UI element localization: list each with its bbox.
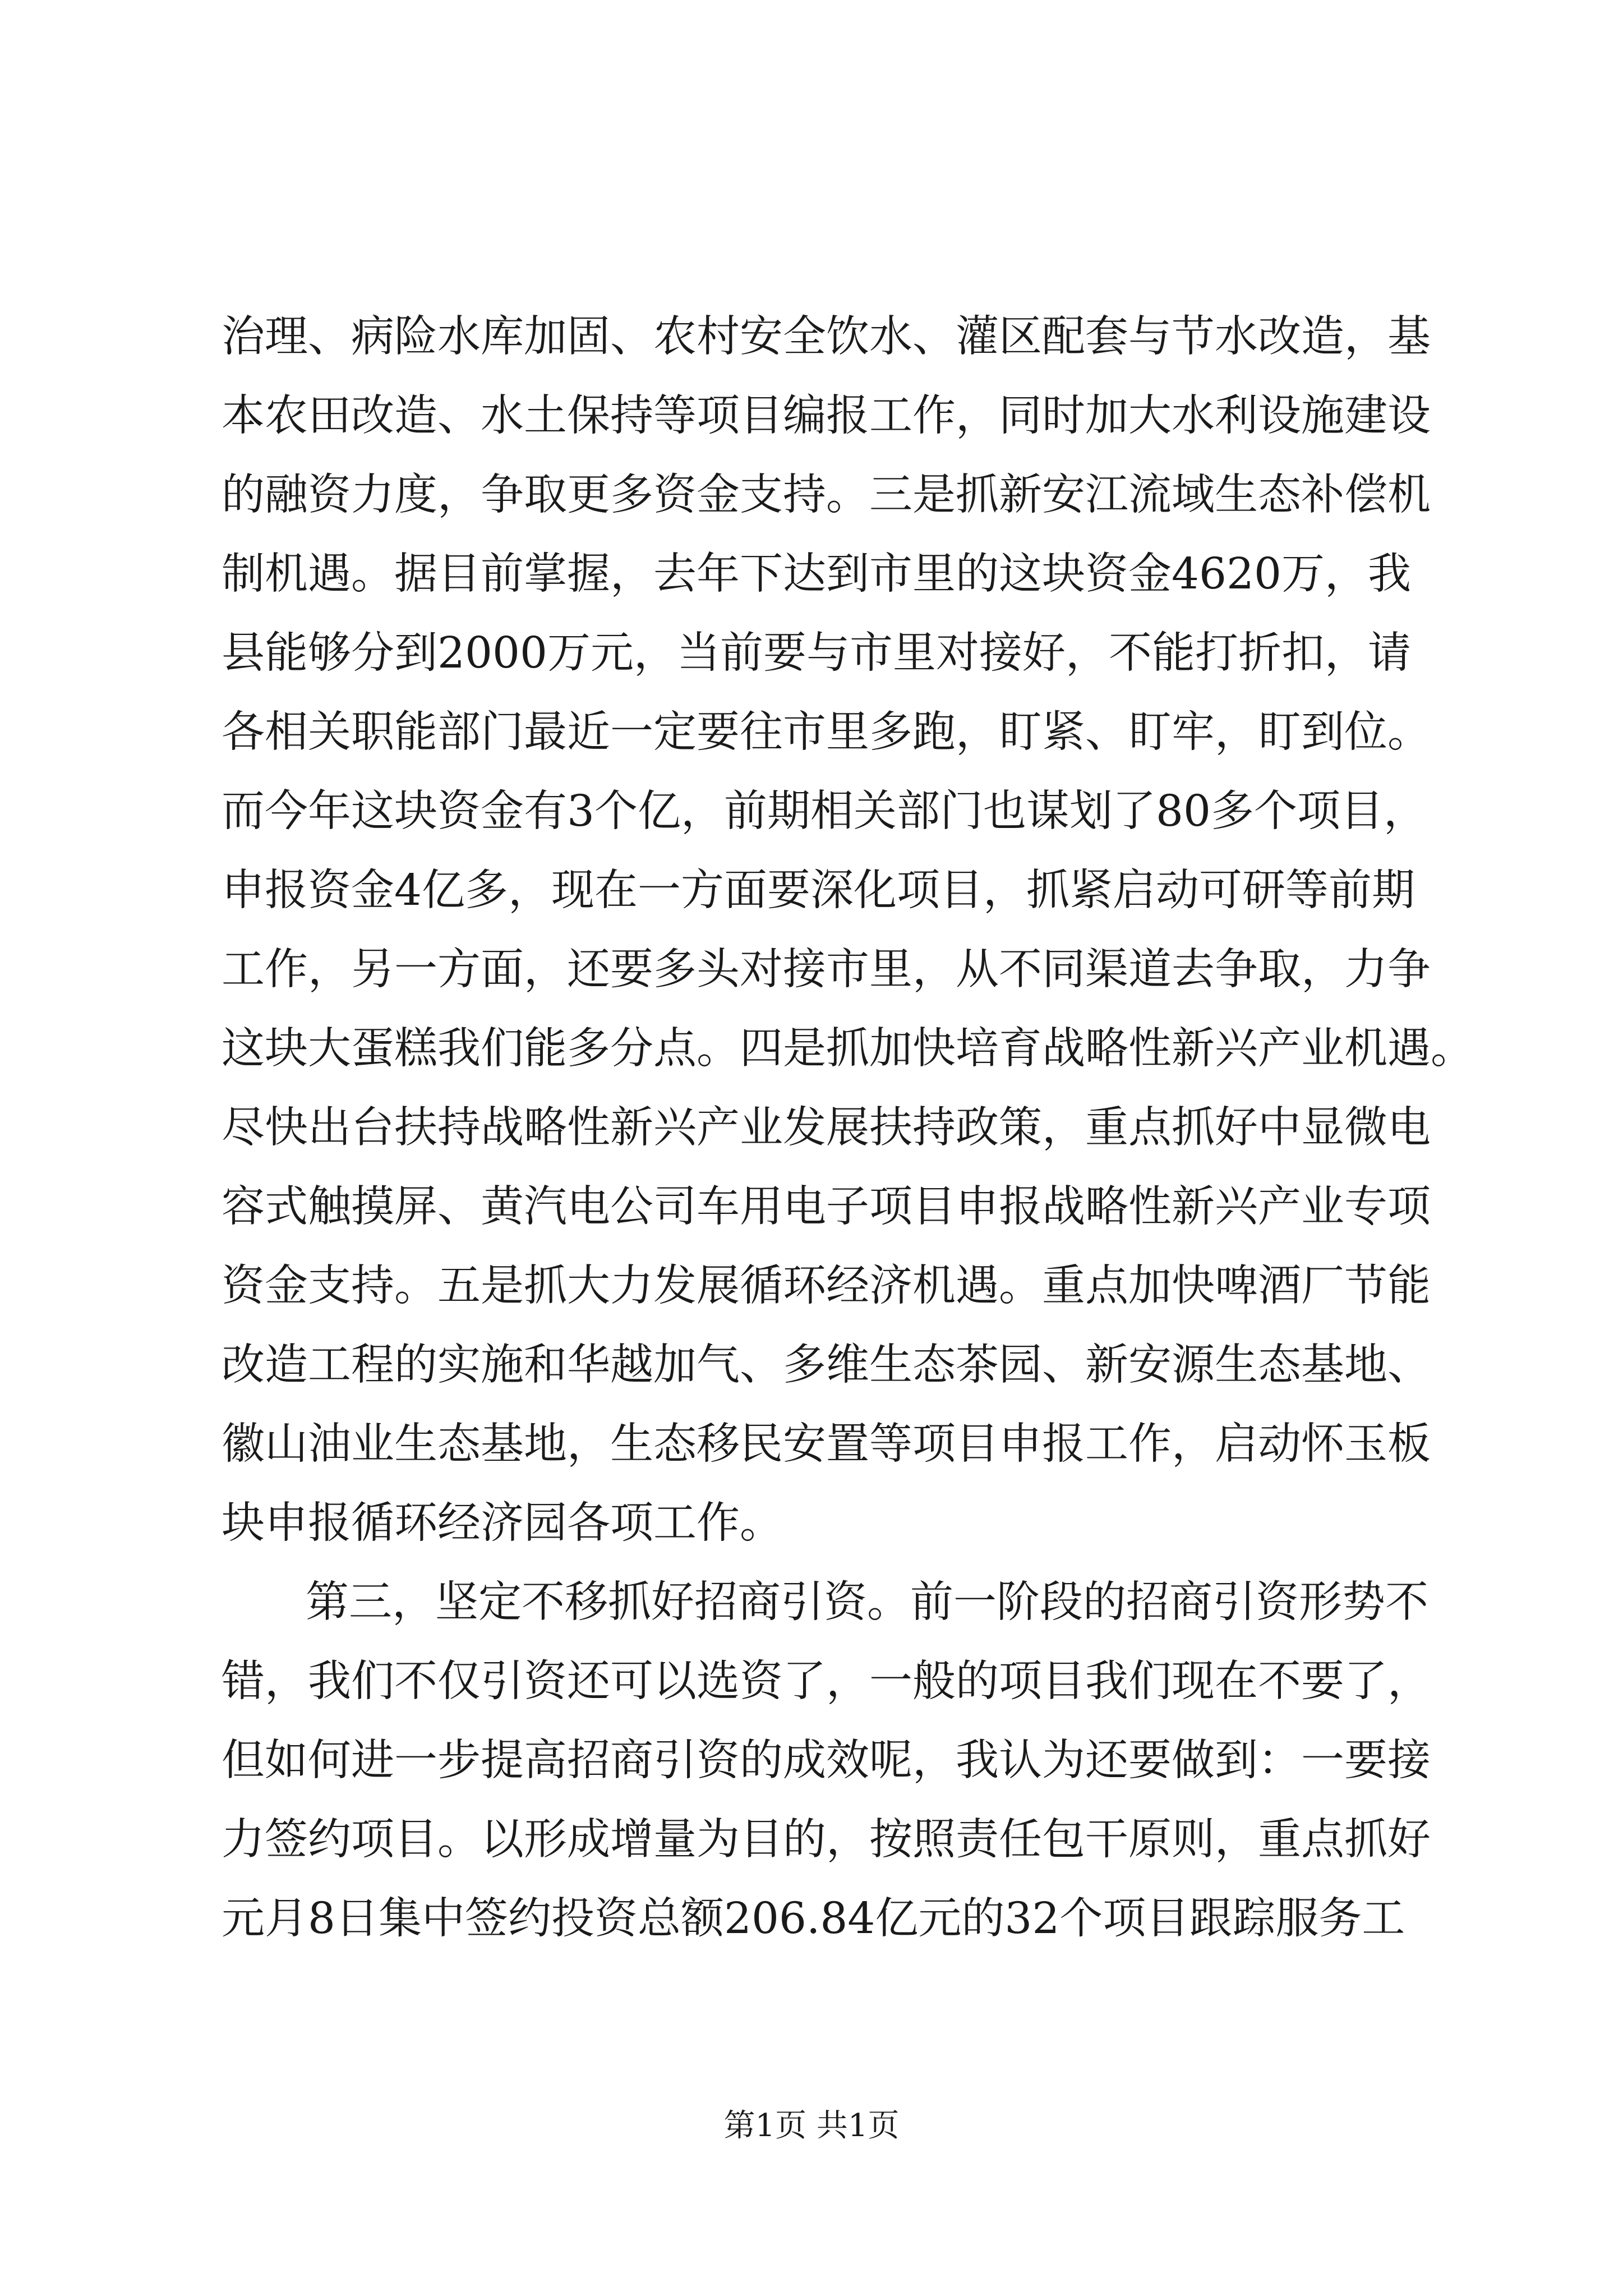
text-line: 这块大蛋糕我们能多分点。四是抓加快培育战略性新兴产业机遇。 [222,1024,1474,1074]
text-line: 制机遇。据目前掌握，去年下达到市里的这块资金4620万，我 [222,549,1411,599]
text-line: 力签约项目。以形成增量为目的，按照责任包干原则，重点抓好 [222,1815,1431,1865]
text-line: 尽快出台扶持战略性新兴产业发展扶持政策，重点抓好中显微电 [222,1103,1431,1153]
text-line: 的融资力度，争取更多资金支持。三是抓新安江流域生态补偿机 [222,470,1431,520]
text-line: 治理、病险水库加固、农村安全饮水、灌区配套与节水改造，基 [222,312,1431,362]
text-line: 块申报循环经济园各项工作。 [222,1498,783,1548]
text-line: 工作，另一方面，还要多头对接市里，从不同渠道去争取，力争 [222,945,1431,995]
text-line: 申报资金4亿多，现在一方面要深化项目，抓紧启动可研等前期 [222,866,1415,915]
document-body [222,297,1474,1958]
text-line: 错，我们不仅引资还可以选资了，一般的项目我们现在不要了， [222,1657,1431,1706]
text-line: 徽山油业生态基地，生态移民安置等项目申报工作，启动怀玉板 [222,1419,1431,1469]
text-line: 元月8日集中签约投资总额206.84亿元的32个项目跟踪服务工 [222,1894,1405,1944]
page-number-label: 第1页 共1页 [723,2108,900,2144]
text-line: 容式触摸屏、黄汽电公司车用电子项目申报战略性新兴产业专项 [222,1182,1431,1232]
text-line: 本农田改造、水土保持等项目编报工作，同时加大水利设施建设 [222,391,1431,441]
page-footer [0,2106,1623,2146]
text-line: 改造工程的实施和华越加气、多维生态茶园、新安源生态基地、 [222,1340,1431,1390]
paragraph-start-line: 第三，坚定不移抓好招商引资。前一阶段的招商引资形势不 [306,1577,1428,1627]
text-line: 各相关职能部门最近一定要往市里多跑，盯紧、盯牢，盯到位。 [222,707,1431,757]
text-line: 而今年这块资金有3个亿，前期相关部门也谋划了80多个项目， [222,786,1427,836]
text-line: 但如何进一步提高招商引资的成效呢，我认为还要做到：一要接 [222,1736,1431,1786]
text-line: 资金支持。五是抓大力发展循环经济机遇。重点加快啤酒厂节能 [222,1261,1431,1311]
text-line: 县能够分到2000万元，当前要与市里对接好，不能打折扣，请 [222,628,1411,678]
